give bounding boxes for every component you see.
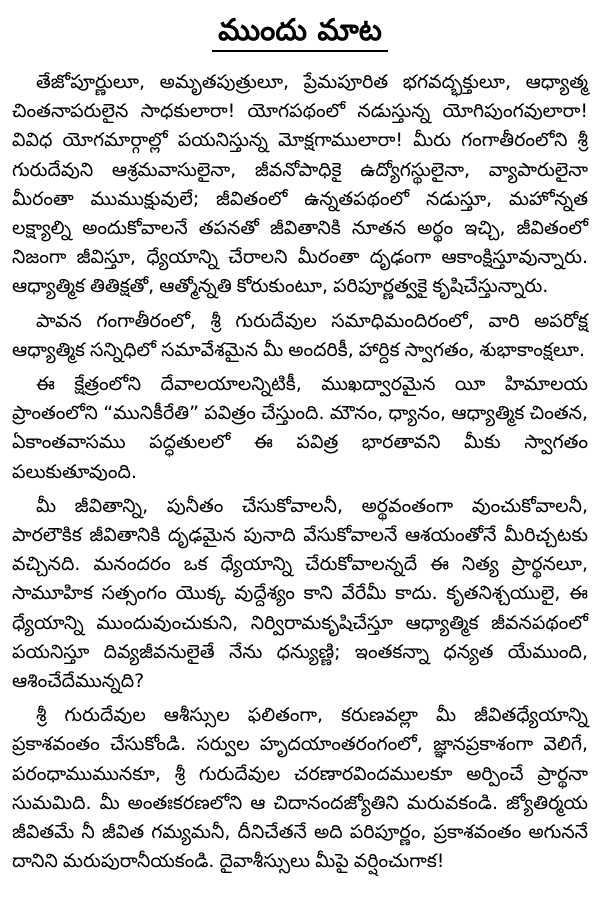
paragraph-3: ఈ క్షేత్రంలోని దేవాలయాలన్నిటికీ, ముఖద్వారమైన యీ హిమాలయ ప్రాంతంలోని “మునికీరేతి” పవిత్రం చేస్తుంది. మౌనం, ధ్యానం, ఆధ్యాత్మిక చింతన, ఏకాంతవాసము పద్ధతులలో ఈ పవిత్ర భారతావని మీకు స్వాగతం పలుకుతూవుంది. bbox=[12, 373, 588, 483]
paragraph-4: మీ జీవితాన్ని, పునీతం చేసుకోవాలనీ, అర్థవంతంగా వుంచుకోవాలనీ, పారలౌకిక జీవితానికి దృఢమైన పునాది వేసుకోవాలనే ఆశయంతోనే మీరిచ్చటకు వచ్చినది. మనందరం ఒక ధ్యేయాన్ని చేరుకోవాలన్నదే ఈ నిత్య ప్రార్థనలూ, సామూహిక సత్సంగం యొక్క వుద్దేశ్యం కాని వేరేమీ కాదు. కృతనిశ్చయులై, ఈ ధ్యేయాన్ని ముందువుంచుకుని, నిర్విరామకృషిచేస్తూ ఆధ్యాత్మిక జీవనపథంలో పయనిస్తూ దివ్యజీవనులైతే నేను ధన్యుణ్ణి; ఇంతకన్నా ధన్యత యేముంది, ఆశించేదేమున్నది? bbox=[12, 494, 588, 693]
page-title: ముందు మాట bbox=[212, 14, 388, 52]
paragraph-1: తేజోపూర్ణులూ, అమృతపుత్రులూ, ప్రేమపూరిత భగవద్భక్తులూ, ఆధ్యాత్మ చింతనాపరులైన సాధకులారా! యోగపథంలో నడుస్తున్న యోగిపుంగవులారా! వివిధ యోగమార్గాల్లో పయనిస్తున్న మోక్షగాములారా! మీరు గంగాతీరంలోని శ్రీ గురుదేవుని ఆశ్రమవాసులైనా, జీవనోపాధికై ఉద్యోగస్థులైనా, వ్యాపారులైనా మీరంతా ముముక్షువులే; జీవితంలో ఉన్నతపథంలో నడుస్తూ, మహోన్నత లక్ష్యాల్ని అందుకోవాలనే తపనతో జీవితానికి నూతన అర్థం ఇచ్చి, జీవితంలో నిజంగా జీవిస్తూ, ధ్యేయాన్ని చేరాలని మీరంతా దృఢంగా ఆకాంక్షిస్తూవున్నారు. ఆధ్యాత్మిక తితిక్షతో, ఆత్మోన్నతి కోరుకుంటూ, పరిపూర్ణత్వకై కృషిచేస్తున్నారు. bbox=[12, 71, 588, 298]
title-wrap bbox=[12, 14, 588, 60]
paragraph-5: శ్రీ గురుదేవుల ఆశీస్సుల ఫలితంగా, కరుణవల్లా మీ జీవితధ్యేయాన్ని ప్రకాశవంతం చేసుకోండి. సర్వుల హృదయాంతరంగంలో, జ్ఞానప్రకాశంగా వెలిగే, పరంధాముమునకూ, శ్రీ గురుదేవుల చరణారవిందములకూ అర్పించే ప్రార్థనా సుమమిది. మీ అంతఃకరణలోని ఆ చిదానందజ్యోతిని మరువకండి. జ్యోతిర్మయ జీవితమే నీ జీవిత గమ్యమనీ, దీనిచేతనే అది పరిపూర్ణం, ప్రకాశవంతం అగుననే దానిని మరుపురానీయకండి. దైవాశీస్సులు మీపై వర్షించుగాక! bbox=[12, 704, 588, 873]
paragraph-2: పావన గంగాతీరంలో, శ్రీ గురుదేవుల సమాధిమందిరంలో, వారి అపరోక్ష ఆధ్యాత్మిక సన్నిధిలో సమావేశమైన మీ అందరికీ, హార్దిక స్వాగతం, శుభాకాంక్షలూ. bbox=[12, 309, 588, 361]
